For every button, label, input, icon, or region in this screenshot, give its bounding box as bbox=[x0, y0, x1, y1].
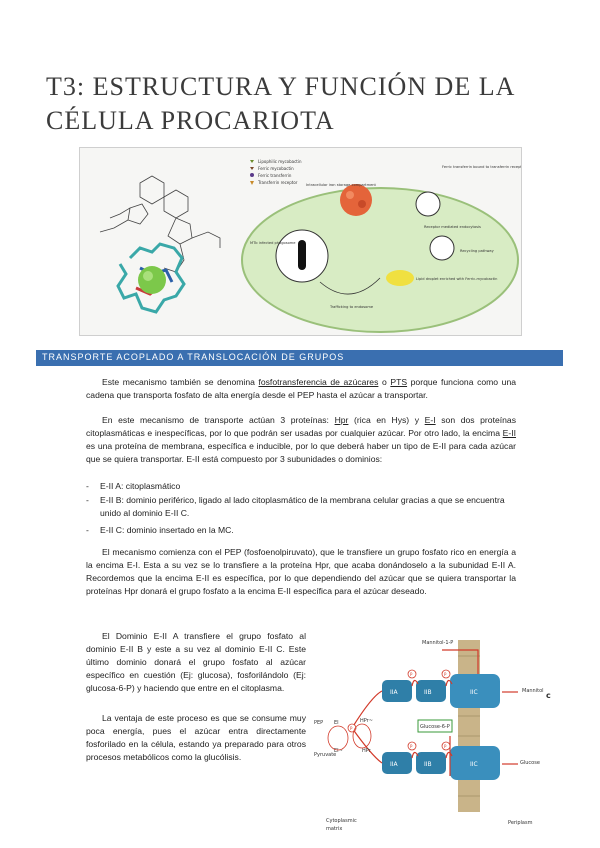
label-storage: Intracellular iron storage compartment bbox=[306, 183, 376, 187]
section-header bbox=[36, 350, 563, 366]
label-matrix: matrix bbox=[326, 826, 343, 832]
label-glucose: Glucose bbox=[520, 760, 540, 766]
lipid-droplet bbox=[386, 270, 414, 286]
label-periplasm: Periplasm bbox=[508, 820, 533, 826]
paragraph-4: El Dominio E-II A transfiere el grupo fosfato al dominio E-II B y este a su vez al dominio E-II C. Este último dominio donará el grupo fosfato al azúcar específico en cuestión (Ej: glucosa), fosforilándolo (Ej: glucosa-6-P) y haciendo que entre en el citoplasma. bbox=[86, 631, 306, 693]
label-trafficking: Trafficking to endosome bbox=[330, 305, 374, 309]
label-glucose-6p: Glucose-6-P bbox=[420, 724, 450, 730]
iron-uptake-figure bbox=[79, 147, 522, 336]
label-cytoplasmic: Cytoplasmic bbox=[326, 818, 357, 824]
paragraph-2: En este mecanismo de transporte actúan 3 proteínas: Hpr (rica en Hys) y E-I son dos proteínas citoplasmáticas e inespecíficas, por lo que podrán ser usadas por cualquier azúcar. Por otro lado, la encima E-II es una proteína de membrana, específica e inducible, por lo que deberá haber un tipo de E-II para cada azúcar que se quiera transportar. E-II está compuesto por 3 subunidades o dominios: bbox=[86, 415, 516, 464]
label-pep: PEP bbox=[314, 720, 324, 726]
pts-diagram bbox=[312, 636, 557, 836]
molecule-3d bbox=[118, 244, 184, 312]
svg-text:IIB: IIB bbox=[424, 689, 432, 696]
svg-text:P: P bbox=[444, 672, 447, 677]
legend-1: Lipophilic mycobactin bbox=[258, 159, 302, 164]
svg-text:IIB: IIB bbox=[424, 761, 432, 768]
membrane bbox=[458, 640, 480, 812]
label-ferric-bound: Ferric transferrin bound to transferrin receptor bbox=[442, 165, 521, 169]
label-hpr: HPr bbox=[362, 748, 371, 754]
paragraph-1: Este mecanismo también se denomina fosfotransferencia de azúcares o PTS porque funciona como una cadena que transporta fosfato de alta energía desde el PEP hasta el azúcar a transportar. bbox=[86, 377, 517, 400]
list-item: - E-II B: dominio periférico, ligado al lado citoplasmático de la membrana celular gracias a que se encuentra unido al dominio E-II C. bbox=[86, 495, 505, 518]
svg-text:IIA: IIA bbox=[390, 689, 398, 696]
panel-letter: c bbox=[546, 691, 551, 700]
paragraph-3: El mecanismo comienza con el PEP (fosfoenolpiruvato), que le transfiere un grupo fosfato rico en energía a la encima E-I. Esta a su vez se lo transfiere a la proteína Hpr, que acaba donándoselo a la subunidad E-II A. Recordemos que la encima E-II es específica, por lo que dependiendo del azúcar que se quiera transportar la proteínas Hpr donará el grupo fosfato a la encima E-II específica para el azúcar deseado. bbox=[86, 547, 516, 596]
label-ei: EI bbox=[334, 720, 339, 726]
pts-svg bbox=[312, 636, 557, 836]
svg-text:P: P bbox=[350, 726, 353, 731]
figure1-legend bbox=[250, 159, 302, 185]
label-hpr-p: HPr~ bbox=[360, 718, 373, 724]
svg-text:P: P bbox=[444, 744, 447, 749]
legend-2: Ferric mycobactin bbox=[258, 166, 294, 171]
label-lipid: Lipid droplet enriched with Ferric-mycobactin bbox=[416, 277, 498, 281]
svg-text:IIA: IIA bbox=[390, 761, 398, 768]
section-title: TRANSPORTE ACOPLADO A TRANSLOCACIÓN DE GRUPOS bbox=[42, 352, 345, 362]
label-ei-p: EI~ bbox=[334, 748, 343, 754]
svg-text:IIC: IIC bbox=[470, 689, 478, 696]
label-mannitol-1p: Mannitol-1-P bbox=[422, 640, 454, 646]
legend-4: Transferrin receptor bbox=[258, 180, 298, 185]
label-pyruvate: Pyruvate bbox=[314, 752, 337, 758]
label-receptor: Receptor mediated endocytosis bbox=[424, 225, 481, 229]
mycobactin-structure bbox=[100, 176, 220, 272]
svg-text:IIC: IIC bbox=[470, 761, 478, 768]
legend-3: Ferric transferrin bbox=[258, 173, 292, 178]
label-mannitol: Mannitol bbox=[522, 688, 544, 694]
label-recycling: Recycling pathway bbox=[460, 249, 494, 253]
storage-compartment bbox=[340, 184, 372, 216]
page-title: T3: ESTRUCTURA Y FUNCIÓN DE LA CÉLULA PROCARIOTA bbox=[46, 72, 514, 135]
label-phagosome: MTb infected phagosome bbox=[250, 241, 296, 245]
paragraph-5: La ventaja de este proceso es que se consume muy poca energía, pues el azúcar entra directamente fosforilado en la célula, estando ya preparado para otros procesos metabólicos como la glucólisis. bbox=[86, 713, 306, 762]
svg-text:P: P bbox=[410, 672, 413, 677]
svg-text:P: P bbox=[410, 744, 413, 749]
figure1-svg bbox=[80, 148, 521, 335]
